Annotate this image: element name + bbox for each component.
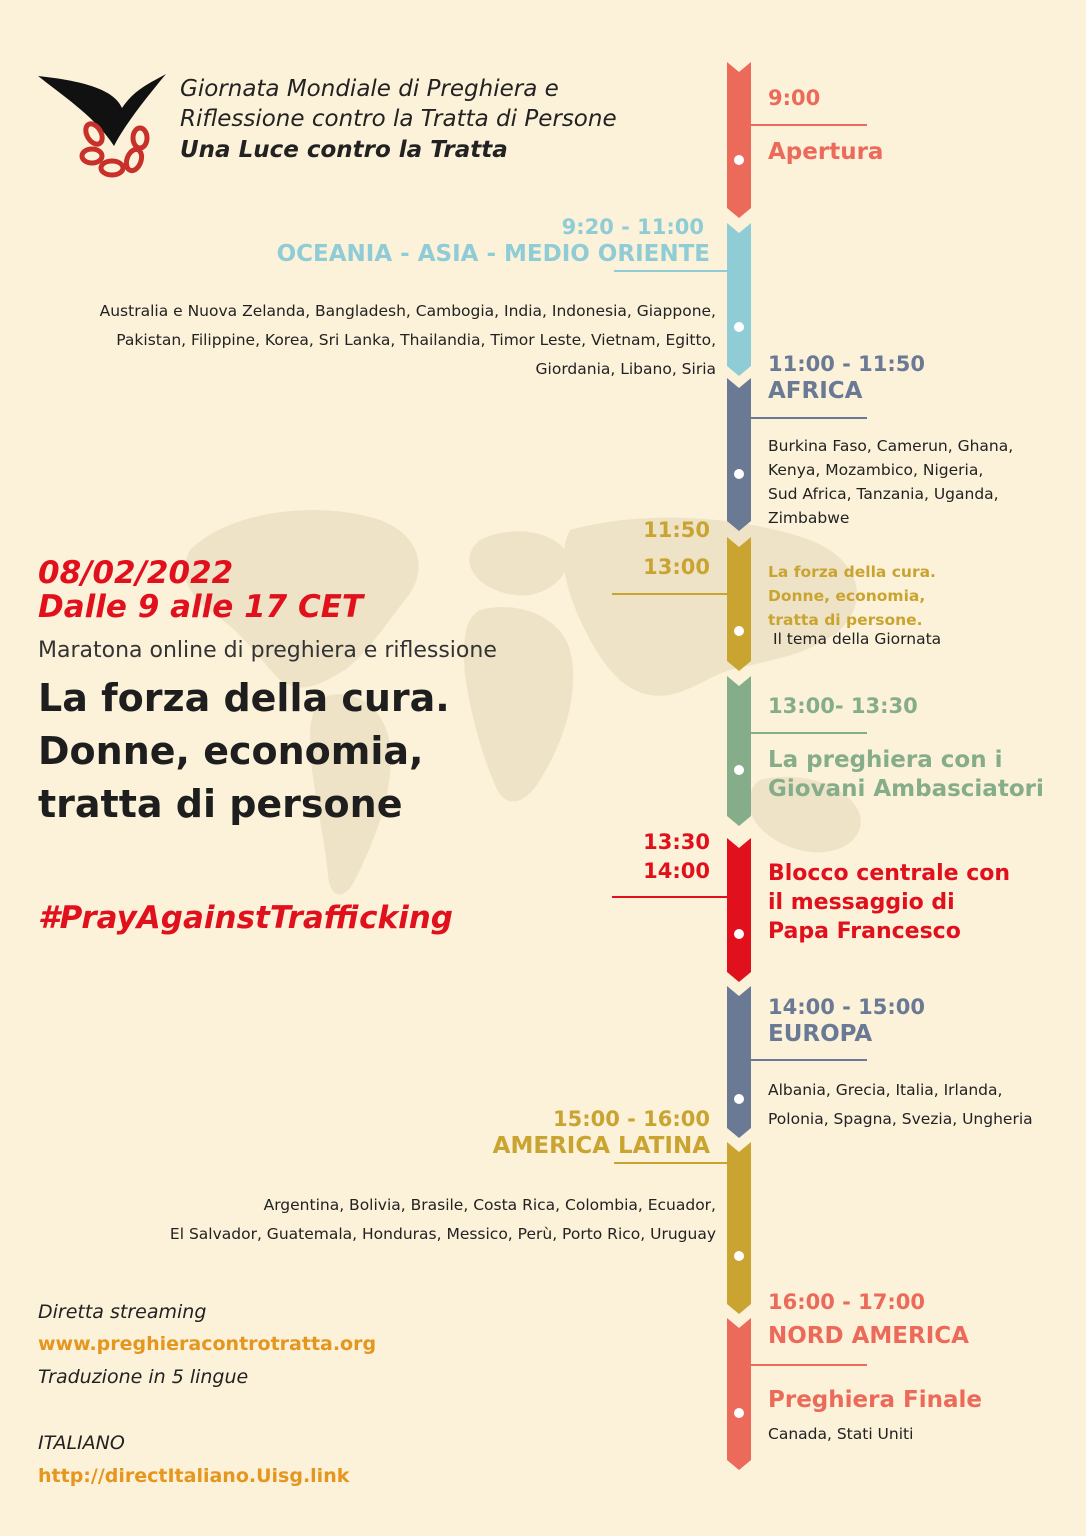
country-line: El Salvador, Guatemala, Honduras, Messico, Perù, Porto Rico, Uruguay [169,1225,716,1243]
north-america-divider [751,1364,867,1366]
timeline-segment-africa [727,378,751,533]
theme-line: La forza della cura. [768,563,936,581]
country-line: Albania, Grecia, Italia, Irlanda, [768,1081,1003,1099]
pope-time-start: 13:30 [643,830,710,854]
timeline-segment-opening [727,62,751,220]
latam-countries [20,1191,716,1249]
country-line: Sud Africa, Tanzania, Uganda, [768,485,999,503]
opening-label: Apertura [768,139,884,165]
swallow-chain-logo [36,68,168,180]
header-line-1: Giornata Mondiale di Preghiera e [180,76,559,102]
country-line: Australia e Nuova Zelanda, Bangladesh, Cambogia, India, Indonesia, Giappone, [99,302,716,320]
title-line: Donne, economia, [38,729,424,773]
timeline-segment-pope [727,838,751,984]
event-date: 08/02/2022 [38,555,234,591]
africa-region: AFRICA [768,378,863,404]
pope-line: Blocco centrale con [768,861,1011,886]
theme-line: Donne, economia, [768,587,926,605]
north-america-time: 16:00 - 17:00 [768,1290,926,1314]
country-line: Argentina, Bolivia, Brasile, Costa Rica, Colombia, Ecuador, [263,1196,716,1214]
youth-line: Giovani Ambasciatori [768,776,1044,802]
country-line: Polonia, Spagna, Svezia, Ungheria [768,1110,1033,1128]
timeline-segment-youth [727,676,751,828]
north-america-region: NORD AMERICA [768,1323,969,1349]
opening-time: 9:00 [768,86,821,110]
latam-time: 15:00 - 16:00 [552,1107,710,1131]
theme-time-end: 13:00 [643,555,710,579]
country-line: Giordania, Libano, Siria [535,360,716,378]
language-label: ITALIANO [38,1432,125,1454]
opening-divider [751,124,867,126]
youth-line: La preghiera con i [768,747,1003,773]
final-prayer-label: Preghiera Finale [768,1387,982,1413]
pope-line: il messaggio di [768,890,955,915]
timeline-segment-theme [727,537,751,673]
timeline-segment-latam [727,1142,751,1316]
hashtag: #PrayAgainstTrafficking [38,900,453,936]
latam-region: AMERICA LATINA [492,1133,710,1159]
country-line: Kenya, Mozambico, Nigeria, [768,461,984,479]
africa-time: 11:00 - 11:50 [768,352,926,376]
youth-divider [751,732,867,734]
timeline-segment-north-america [727,1318,751,1472]
event-subtitle: Maratona online di preghiera e riflessione [38,638,497,663]
theme-text [768,560,936,632]
event-title [38,672,450,831]
timeline-segment-europe [727,986,751,1140]
europe-region: EUROPA [768,1021,873,1047]
pope-divider [612,896,727,898]
north-america-countries: Canada, Stati Uniti [768,1425,914,1443]
europe-countries [768,1076,1078,1134]
timeline-segment-oceania [727,223,751,378]
pope-time-end: 14:00 [643,859,710,883]
country-line: Burkina Faso, Camerun, Ghana, [768,437,1014,455]
translation-label: Traduzione in 5 lingue [38,1366,249,1388]
oceania-time: 9:20 - 11:00 [561,215,704,239]
oceania-region: OCEANIA - ASIA - MEDIO ORIENTE [276,241,710,267]
website-link[interactable]: www.preghieracontrotratta.org [38,1333,377,1355]
theme-time-start: 11:50 [643,518,710,542]
streaming-label: Diretta streaming [38,1301,207,1323]
youth-time: 13:00- 13:30 [768,694,918,718]
country-line: Pakistan, Filippine, Korea, Sri Lanka, Thailandia, Timor Leste, Vietnam, Egitto, [116,331,716,349]
direct-link[interactable]: http://directItaliano.Uisg.link [38,1465,350,1487]
africa-divider [751,417,867,419]
theme-divider [612,593,727,595]
youth-text [768,746,1044,804]
oceania-countries [20,297,716,384]
country-line: Zimbabwe [768,509,850,527]
title-line: tratta di persone [38,782,403,826]
europe-time: 14:00 - 15:00 [768,995,926,1019]
oceania-divider [614,270,727,272]
latam-divider [614,1162,727,1164]
theme-note: Il tema della Giornata [773,630,942,648]
event-hours: Dalle 9 alle 17 CET [38,589,364,625]
pope-text [768,859,1010,946]
europe-divider [751,1059,867,1061]
header-line-3: Una Luce contro la Tratta [180,137,508,163]
africa-countries [768,434,1068,530]
title-line: La forza della cura. [38,676,450,720]
header-line-2: Riflessione contro la Tratta di Persone [180,106,617,132]
theme-line: tratta di persone. [768,611,923,629]
pope-line: Papa Francesco [768,919,961,944]
